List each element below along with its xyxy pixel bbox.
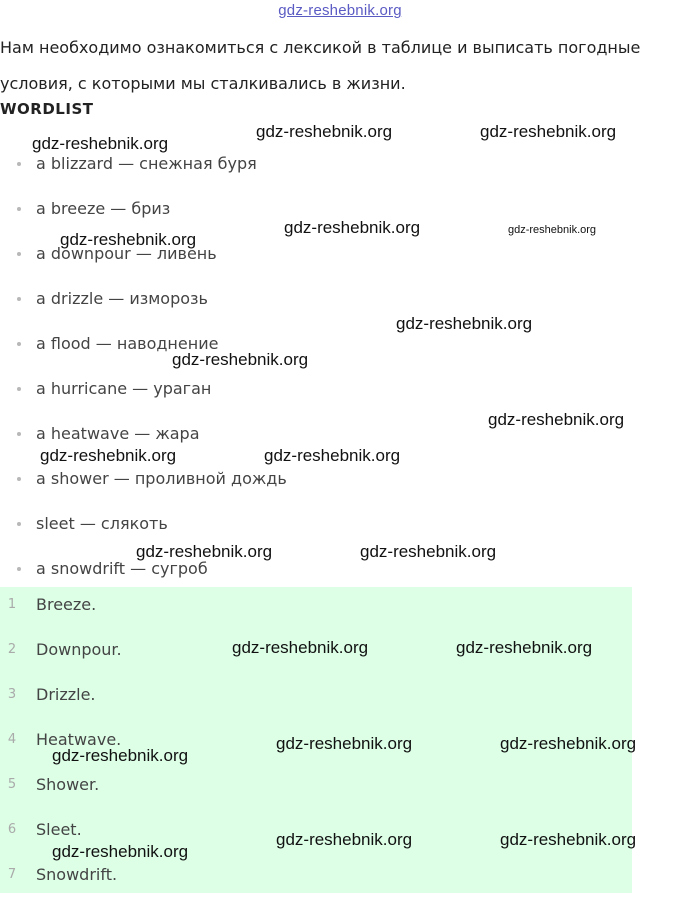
watermark: gdz-reshebnik.org: [264, 446, 401, 465]
bullet-icon: [17, 432, 21, 436]
bullet-icon: [17, 477, 21, 481]
answer-text: Drizzle.: [36, 685, 96, 704]
answer-number: 1: [7, 597, 17, 612]
watermark: gdz-reshebnik.org: [284, 218, 421, 237]
wordlist-item-text: a breeze — бриз: [36, 199, 171, 218]
answer-number: 5: [7, 777, 17, 792]
watermark: gdz-reshebnik.org: [360, 542, 497, 561]
bullet-icon: [17, 252, 21, 256]
intro-paragraph: [0, 30, 660, 102]
intro-line-1: Нам необходимо ознакомиться с лексикой в таблице и выписать погодные: [0, 38, 641, 57]
bullet-icon: [17, 207, 21, 211]
answer-number: 4: [7, 732, 17, 747]
answer-number: 6: [7, 822, 17, 837]
answer-text: Breeze.: [36, 595, 97, 614]
watermark: gdz-reshebnik.org: [136, 542, 273, 561]
wordlist-item-text: a heatwave — жара: [36, 424, 200, 443]
watermark: gdz-reshebnik.org: [172, 350, 309, 369]
bullet-icon: [17, 567, 21, 571]
answer-number: 3: [7, 687, 17, 702]
watermark: gdz-reshebnik.org: [52, 842, 189, 861]
intro-line-2: условия, с которыми мы сталкивались в жизни.: [0, 74, 406, 93]
wordlist-item-text: sleet — слякоть: [36, 514, 168, 533]
watermark: gdz-reshebnik.org: [456, 638, 593, 657]
answer-number: 2: [7, 642, 17, 657]
answer-text: Shower.: [36, 775, 100, 794]
watermark: gdz-reshebnik.org: [32, 134, 169, 153]
wordlist-item-text: a drizzle — изморозь: [36, 289, 208, 308]
bullet-icon: [17, 297, 21, 301]
watermark: gdz-reshebnik.org: [232, 638, 369, 657]
watermark: gdz-reshebnik.org: [60, 230, 197, 249]
watermark: gdz-reshebnik.org: [500, 830, 637, 849]
answer-number: 7: [7, 867, 17, 882]
watermark: gdz-reshebnik.org: [488, 410, 625, 429]
site-title-link[interactable]: gdz-reshebnik.org: [278, 2, 402, 19]
bullet-icon: [17, 342, 21, 346]
wordlist-item-text: a flood — наводнение: [36, 334, 219, 353]
watermark: gdz-reshebnik.org: [276, 734, 413, 753]
bullet-icon: [17, 162, 21, 166]
wordlist-item-text: a blizzard — снежная буря: [36, 154, 257, 173]
watermark: gdz-reshebnik.org: [52, 746, 189, 765]
wordlist-heading: WORDLIST: [0, 100, 94, 118]
bullet-icon: [17, 522, 21, 526]
answer-text: Heatwave.: [36, 730, 122, 749]
answer-text: Snowdrift.: [36, 865, 118, 884]
watermark: gdz-reshebnik.org: [256, 122, 393, 141]
watermark: gdz-reshebnik.org: [276, 830, 413, 849]
watermark: gdz-reshebnik.org: [40, 446, 177, 465]
answer-text: Downpour.: [36, 640, 122, 659]
wordlist-item-text: a hurricane — ураган: [36, 379, 212, 398]
watermark: gdz-reshebnik.org: [396, 314, 533, 333]
watermark: gdz-reshebnik.org: [500, 734, 637, 753]
wordlist-item-text: a shower — проливной дождь: [36, 469, 287, 488]
answer-text: Sleet.: [36, 820, 82, 839]
wordlist-item-text: a downpour — ливень: [36, 244, 217, 263]
wordlist-item-text: a snowdrift — сугроб: [36, 559, 208, 578]
watermark: gdz-reshebnik.org: [508, 224, 597, 236]
bullet-icon: [17, 387, 21, 391]
watermark: gdz-reshebnik.org: [480, 122, 617, 141]
